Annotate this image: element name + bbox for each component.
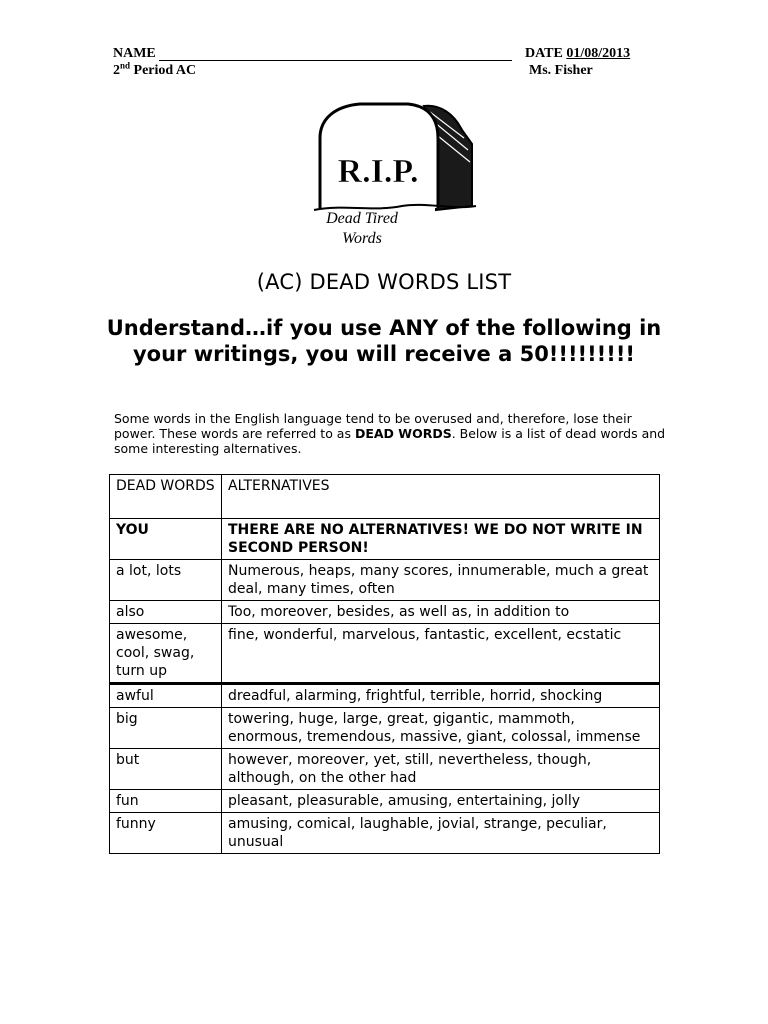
table-row bbox=[110, 624, 660, 684]
dead-word-cell: a lot, lots bbox=[110, 560, 222, 601]
date-field bbox=[525, 46, 630, 62]
intro-text-after: . Below is a list of dead words and some interesting alternatives. bbox=[114, 426, 666, 456]
name-blank-line[interactable] bbox=[159, 60, 512, 61]
caption-line-2: Words bbox=[342, 230, 382, 247]
alternatives-cell: however, moreover, yet, still, nevertheless, though, although, on the other had bbox=[222, 749, 660, 790]
date-value: 01/08/2013 bbox=[566, 46, 631, 61]
dead-word-cell: awful bbox=[110, 684, 222, 708]
dead-word-cell: but bbox=[110, 749, 222, 790]
alternatives-cell: Too, moreover, besides, as well as, in addition to bbox=[222, 601, 660, 624]
dead-word-cell: funny bbox=[110, 813, 222, 854]
alternatives-cell: Numerous, heaps, many scores, innumerable, much a great deal, many times, often bbox=[222, 560, 660, 601]
table-row bbox=[110, 601, 660, 624]
table-row bbox=[110, 749, 660, 790]
table-header-row bbox=[110, 475, 660, 519]
table-row bbox=[110, 708, 660, 749]
warning-text: Understand…if you use ANY of the following in your writings, you will receive a 50!!!!!!!!! bbox=[106, 316, 662, 366]
alternatives-cell: towering, huge, large, great, gigantic, mammoth, enormous, tremendous, massive, giant, colossal, immense bbox=[222, 708, 660, 749]
alternatives-cell: dreadful, alarming, frightful, terrible, horrid, shocking bbox=[222, 684, 660, 708]
period-text: Period AC bbox=[130, 63, 197, 78]
teacher-name: Ms. Fisher bbox=[529, 63, 593, 78]
header-alternatives: ALTERNATIVES bbox=[222, 475, 660, 519]
period-number: 2 bbox=[113, 63, 120, 78]
dead-word-cell: big bbox=[110, 708, 222, 749]
dead-word-cell: awesome, cool, swag, turn up bbox=[110, 624, 222, 684]
intro-text-before: Some words in the English language tend to be overused and, therefore, lose their power. These words are referred to as bbox=[114, 411, 632, 441]
alternatives-cell: amusing, comical, laughable, jovial, strange, peculiar, unusual bbox=[222, 813, 660, 854]
table-row bbox=[110, 813, 660, 854]
tombstone-engraving: R.I.P. bbox=[337, 153, 419, 190]
alternatives-cell: pleasant, pleasurable, amusing, entertaining, jolly bbox=[222, 790, 660, 813]
dead-word-cell: also bbox=[110, 601, 222, 624]
intro-paragraph bbox=[114, 411, 674, 456]
date-label: DATE bbox=[525, 46, 563, 61]
page-title: (AC) DEAD WORDS LIST bbox=[256, 270, 512, 294]
name-label: NAME bbox=[113, 46, 156, 61]
period-ordinal: nd bbox=[120, 60, 131, 71]
alternatives-cell: THERE ARE NO ALTERNATIVES! WE DO NOT WRITE IN SECOND PERSON! bbox=[222, 519, 660, 560]
dead-words-table bbox=[109, 474, 660, 854]
intro-emphasis: DEAD WORDS bbox=[354, 426, 452, 441]
table-row bbox=[110, 519, 660, 560]
caption-line-1: Dead Tired bbox=[326, 210, 398, 227]
header-dead-words: DEAD WORDS bbox=[110, 475, 222, 519]
table-row bbox=[110, 560, 660, 601]
table-row bbox=[110, 790, 660, 813]
dead-word-cell: fun bbox=[110, 790, 222, 813]
table-row bbox=[110, 684, 660, 708]
alternatives-cell: fine, wonderful, marvelous, fantastic, excellent, ecstatic bbox=[222, 624, 660, 684]
class-period bbox=[113, 60, 197, 79]
dead-word-cell: YOU bbox=[110, 519, 222, 560]
tombstone-illustration bbox=[312, 100, 478, 250]
